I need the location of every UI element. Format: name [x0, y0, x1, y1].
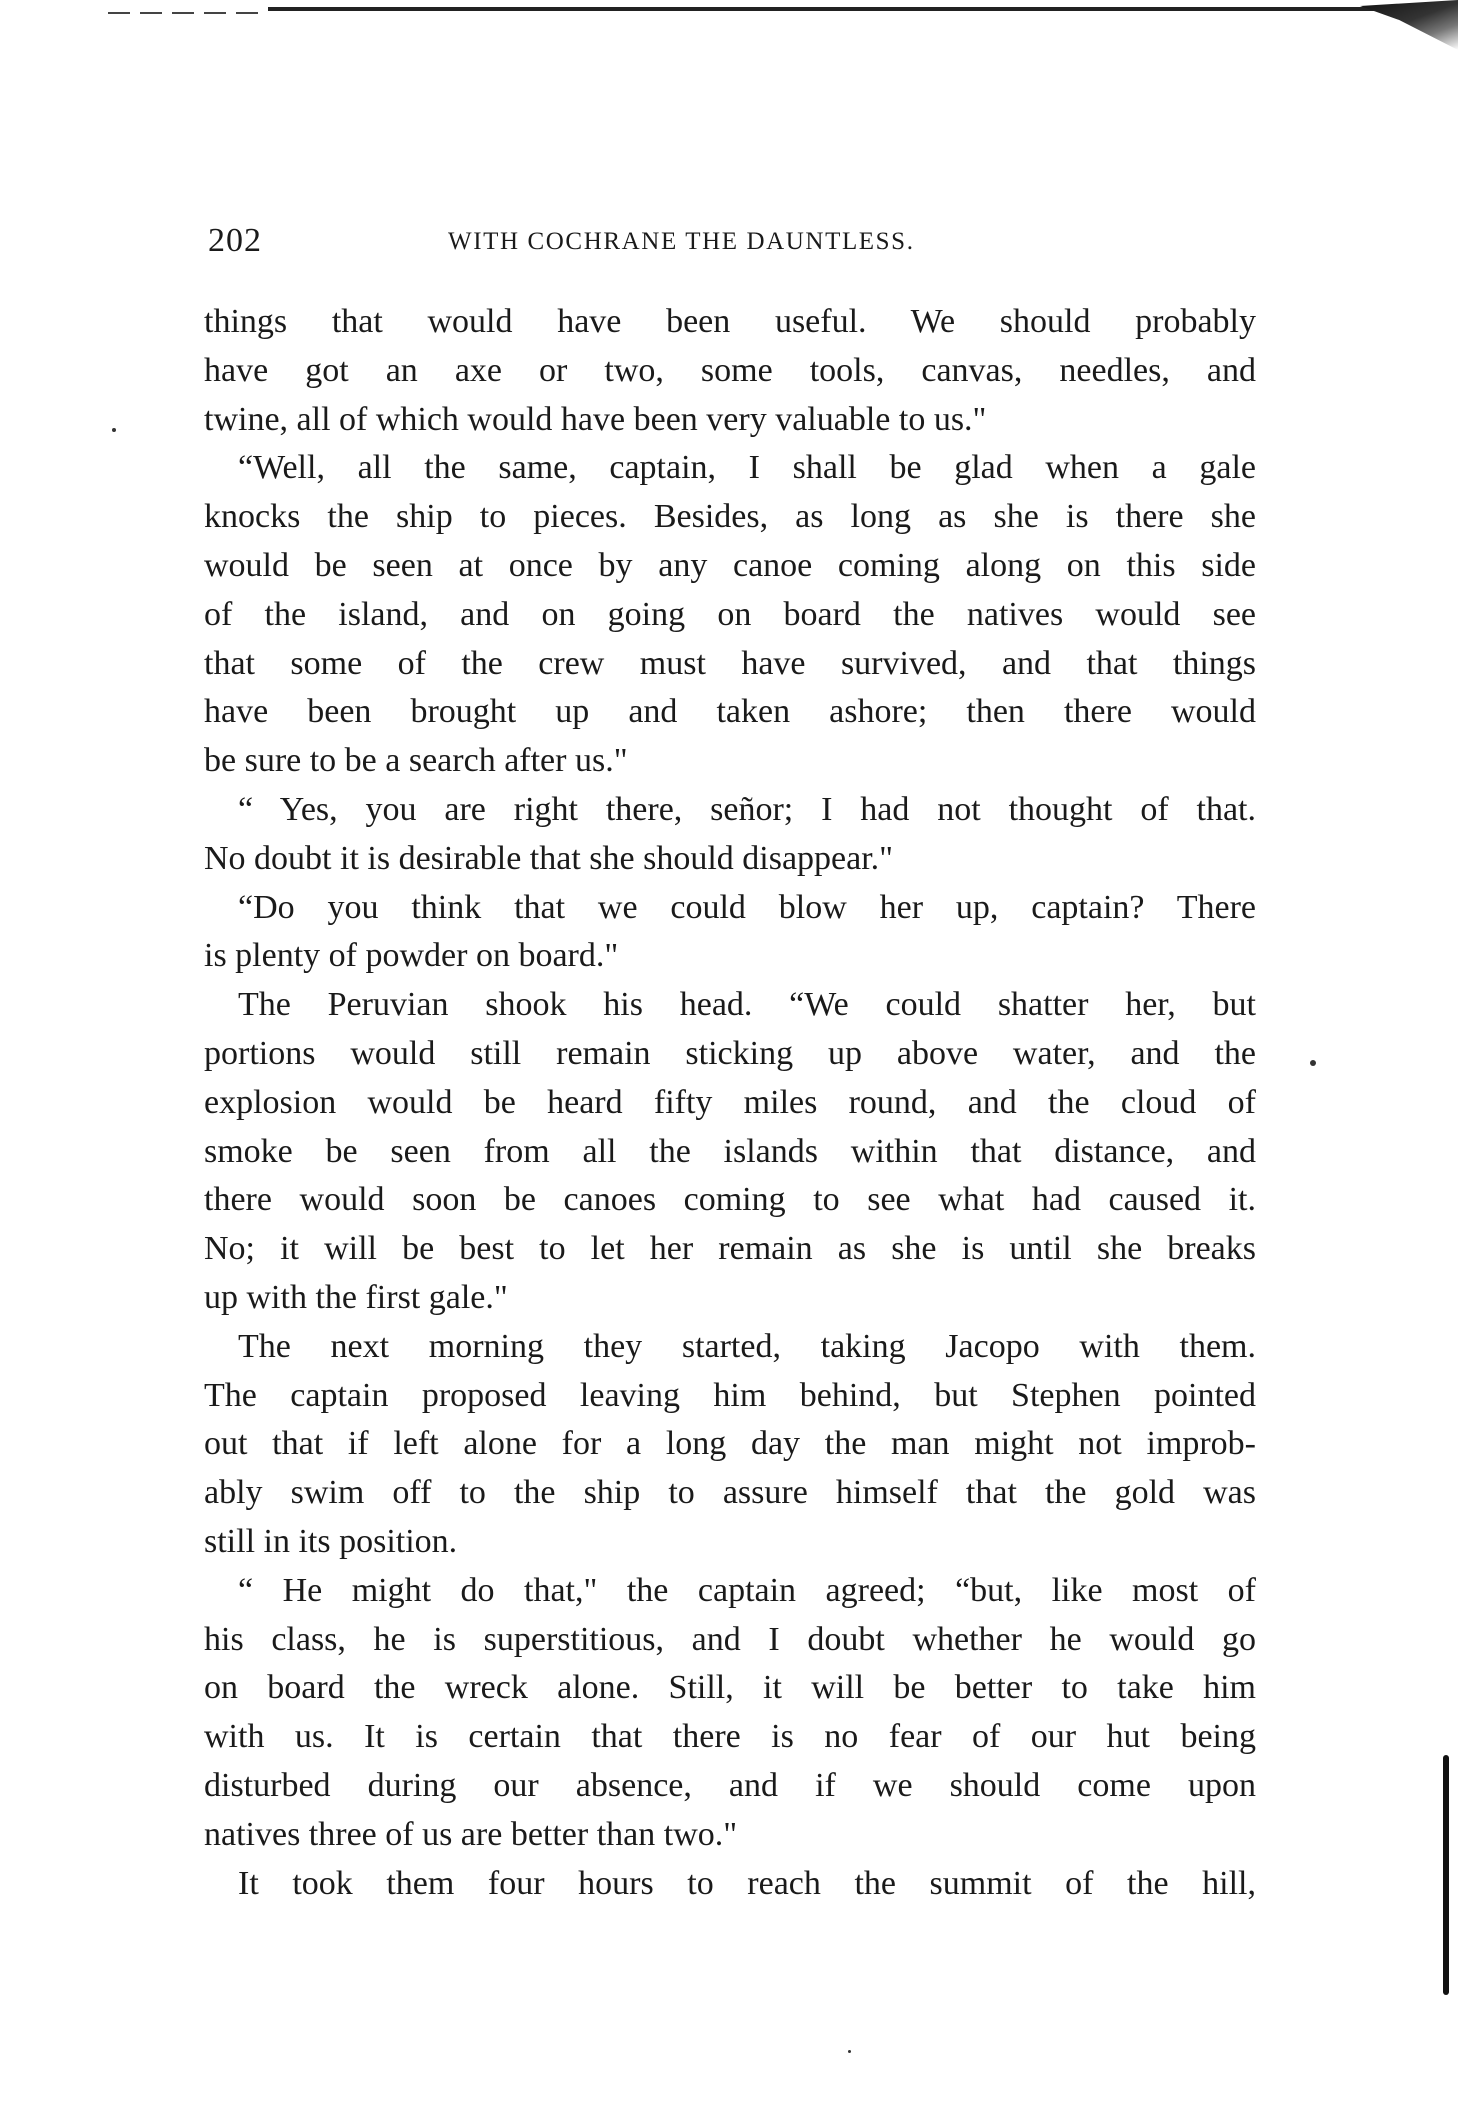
- text-line: there would soon be canoes coming to see what had caused it.: [204, 1181, 1256, 1219]
- text-line: disturbed during our absence, and if we should come upon: [204, 1766, 1256, 1804]
- text-line: on board the wreck alone. Still, it will be better to take him: [204, 1669, 1256, 1707]
- scan-edge-mark: [1443, 1755, 1449, 1995]
- page-number: 202: [208, 222, 262, 259]
- text-line: twine, all of which would have been very valuable to us.": [204, 400, 987, 438]
- text-line: his class, he is superstitious, and I doubt whether he would go: [204, 1620, 1256, 1658]
- scan-edge-shadow: [1360, 0, 1458, 50]
- running-title: WITH COCHRANE THE DAUNTLESS.: [448, 228, 915, 255]
- text-line: with us. It is certain that there is no fear of our hut being: [204, 1718, 1256, 1756]
- top-rule-dashes: [108, 12, 258, 14]
- text-line: smoke be seen from all the islands within that distance, and: [204, 1132, 1256, 1170]
- text-line: that some of the crew must have survived, and that things: [204, 644, 1256, 682]
- text-line: ably swim off to the ship to assure himself that the gold was: [204, 1474, 1256, 1512]
- text-line: out that if left alone for a long day the man might not improb-: [204, 1425, 1256, 1463]
- running-head: [208, 222, 1268, 270]
- text-line: up with the first gale.": [204, 1278, 508, 1316]
- text-line: The next morning they started, taking Jacopo with them.: [238, 1327, 1256, 1365]
- text-line: have got an axe or two, some tools, canvas, needles, and: [204, 351, 1256, 389]
- text-line: still in its position.: [204, 1522, 458, 1560]
- text-line: of the island, and on going on board the natives would see: [204, 595, 1256, 633]
- text-line: No; it will be best to let her remain as she is until she breaks: [204, 1230, 1256, 1268]
- text-line: have been brought up and taken ashore; then there would: [204, 693, 1256, 731]
- text-line: No doubt it is desirable that she should disappear.": [204, 839, 894, 877]
- text-line: It took them four hours to reach the summit of the hill,: [238, 1864, 1256, 1902]
- text-line: “Well, all the same, captain, I shall be glad when a gale: [238, 449, 1256, 487]
- top-rule: [268, 7, 1388, 11]
- text-line: The captain proposed leaving him behind, but Stephen pointed: [204, 1376, 1256, 1414]
- text-line: explosion would be heard fifty miles round, and the cloud of: [204, 1083, 1256, 1121]
- text-line: would be seen at once by any canoe coming along on this side: [204, 546, 1256, 584]
- ink-speck: [1310, 1060, 1316, 1066]
- ink-speck: [112, 428, 116, 432]
- ink-speck: [848, 2050, 851, 2053]
- text-line: natives three of us are better than two.": [204, 1815, 738, 1853]
- text-line: is plenty of powder on board.": [204, 937, 619, 975]
- text-line: “Do you think that we could blow her up, captain? There: [238, 888, 1256, 926]
- text-line: things that would have been useful. We should probably: [204, 303, 1256, 340]
- body-text: [204, 298, 1256, 1908]
- text-line: be sure to be a search after us.": [204, 742, 628, 780]
- text-line: “ Yes, you are right there, señor; I had not thought of that.: [238, 790, 1256, 828]
- text-line: portions would still remain sticking up above water, and the: [204, 1034, 1256, 1072]
- text-line: knocks the ship to pieces. Besides, as long as she is there she: [204, 498, 1256, 536]
- text-line: The Peruvian shook his head. “We could shatter her, but: [238, 986, 1256, 1024]
- text-line: “ He might do that," the captain agreed; “but, like most of: [238, 1571, 1256, 1609]
